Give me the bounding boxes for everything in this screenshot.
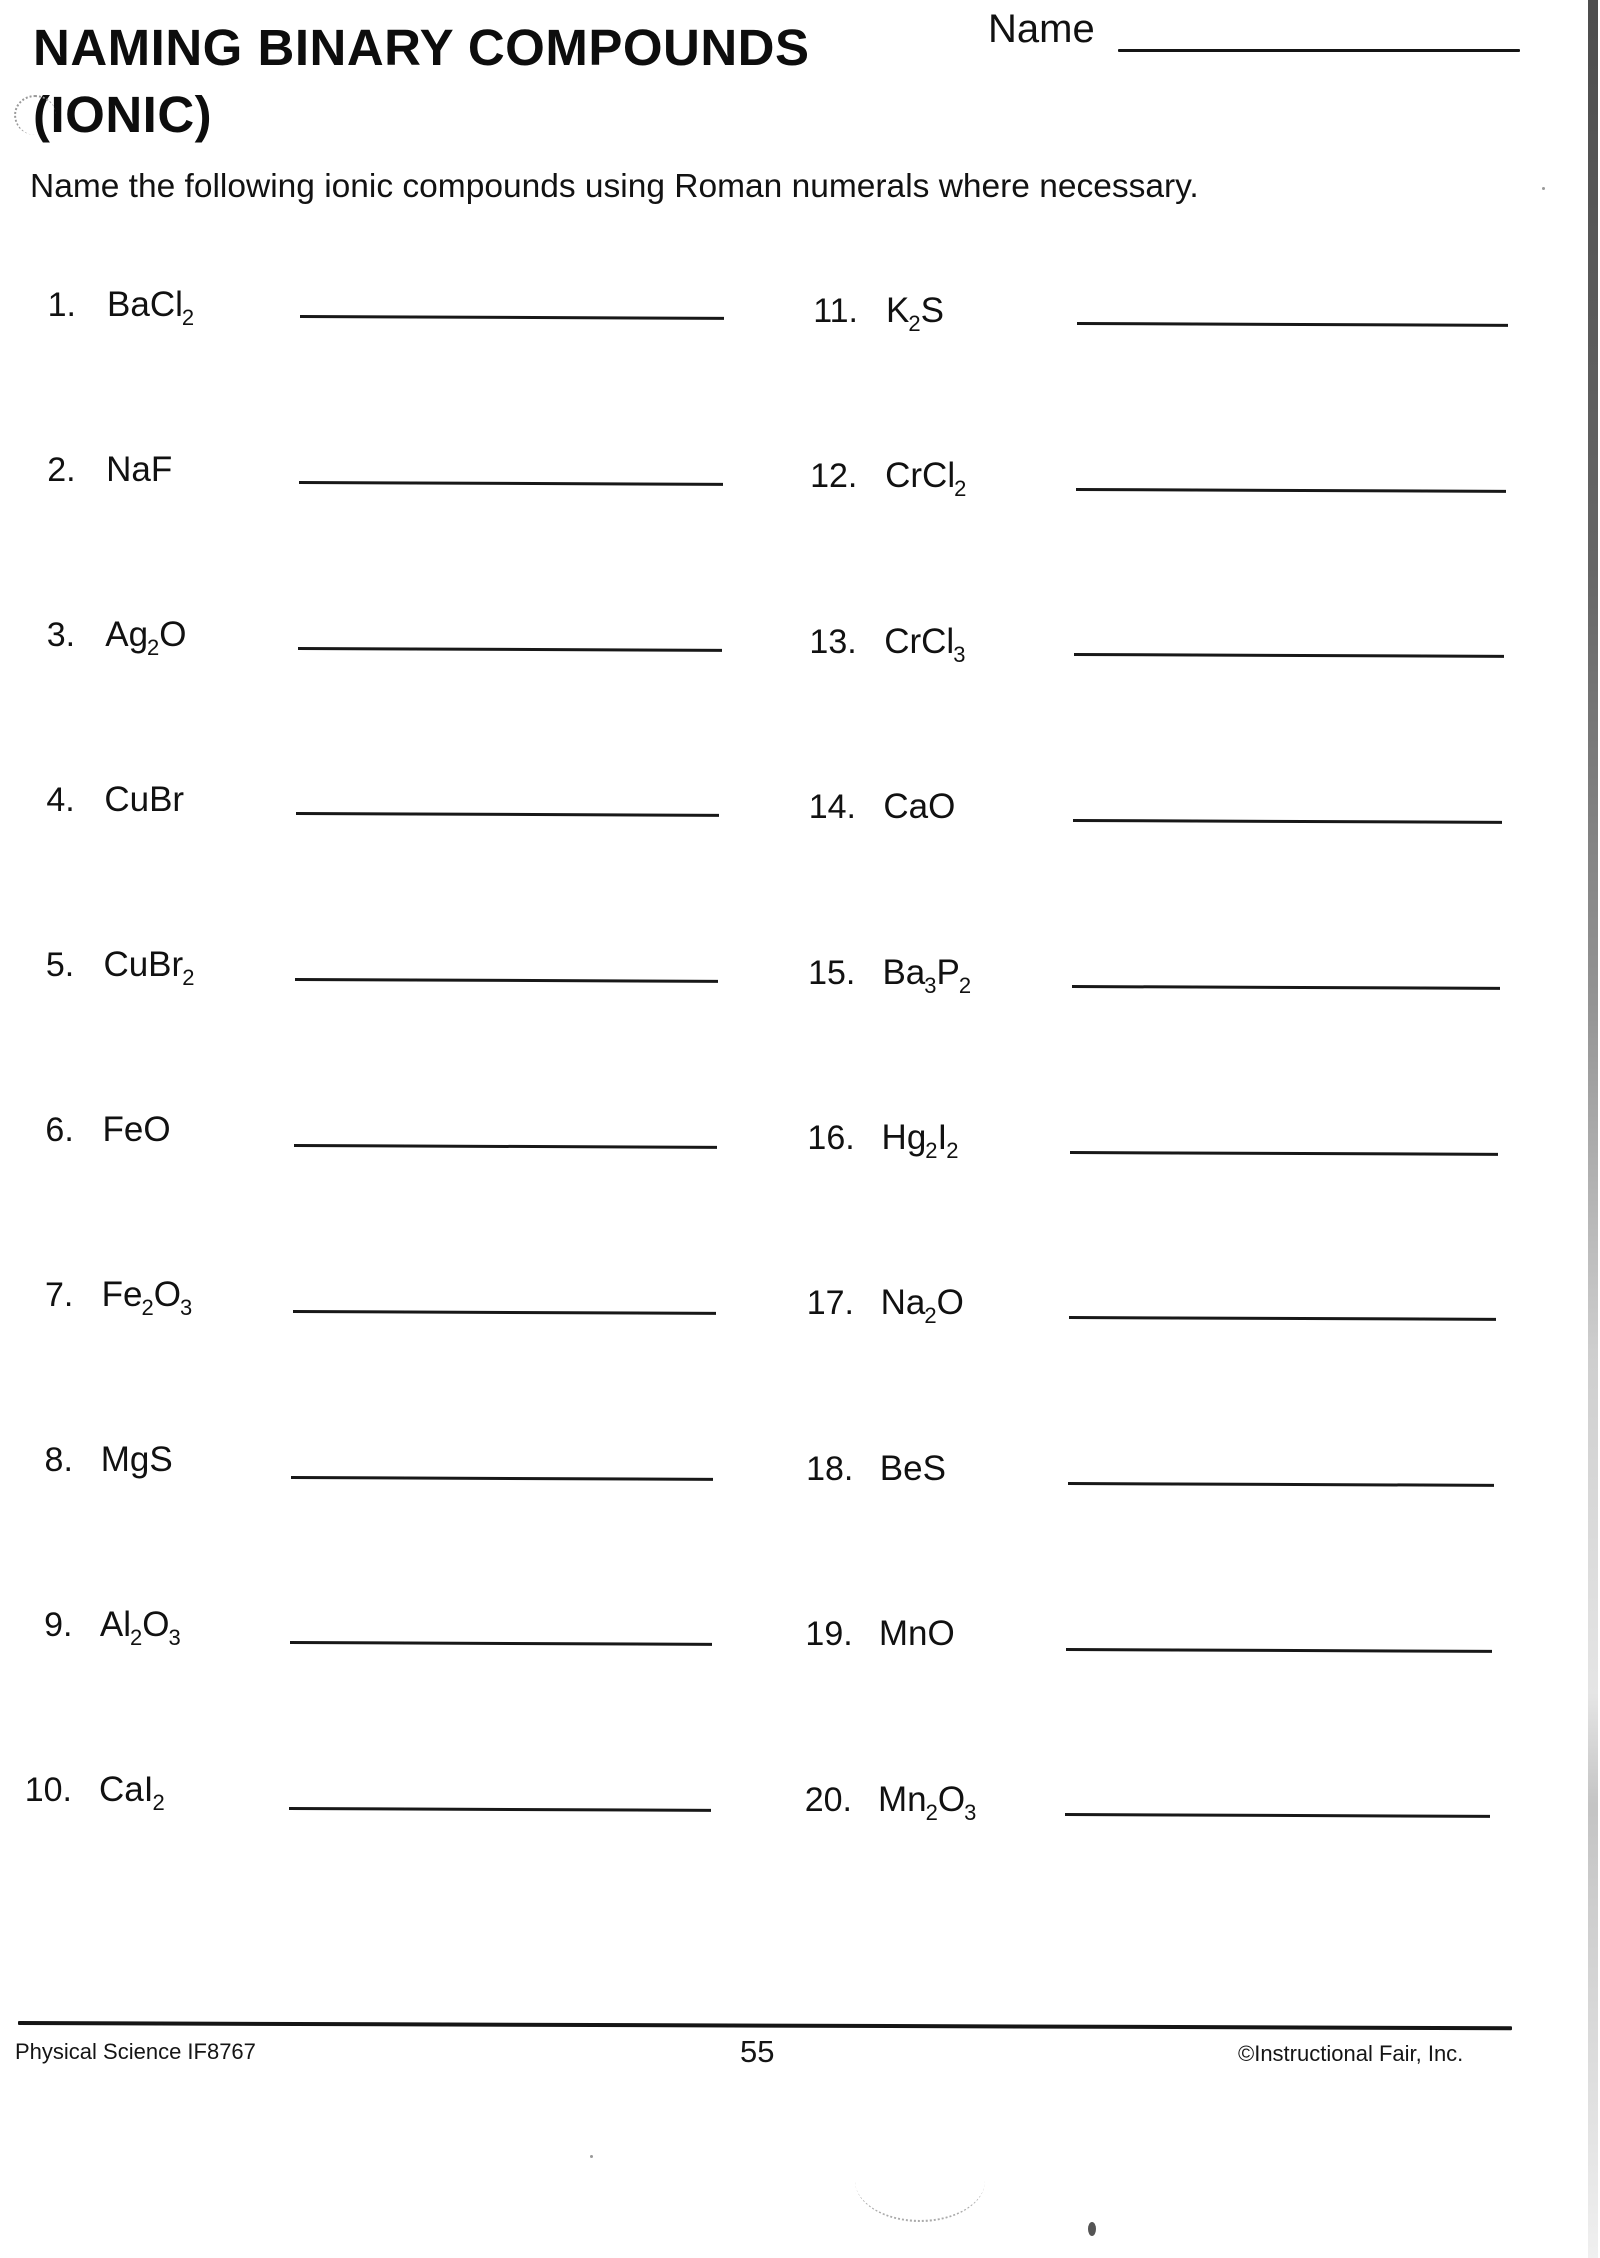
chemical-formula	[99, 1605, 181, 1650]
problem-number: 9.	[44, 1606, 73, 1644]
answer-blank[interactable]	[1077, 322, 1508, 327]
formula-element: Cl	[149, 285, 183, 324]
formula-subscript: 3	[168, 1625, 181, 1650]
chemical-formula	[878, 1614, 955, 1654]
formula-element: Mn	[878, 1779, 927, 1819]
problem-number: 17.	[806, 1284, 854, 1323]
scan-speck	[1542, 187, 1545, 190]
answer-blank[interactable]	[291, 1476, 713, 1481]
chemical-formula	[104, 782, 184, 817]
problem-number: 13.	[809, 622, 857, 661]
formula-subscript: 2	[130, 1625, 143, 1650]
footer-divider	[18, 2021, 1512, 2030]
chemical-formula	[103, 945, 195, 990]
worksheet-title-line2: (IONIC)	[33, 86, 213, 143]
footer-book-title: Physical Science IF8767	[15, 2039, 256, 2064]
answer-blank[interactable]	[300, 315, 724, 320]
answer-blank[interactable]	[289, 1807, 711, 1812]
formula-element: CuBr	[104, 780, 185, 819]
answer-blank[interactable]	[1070, 1151, 1498, 1156]
formula-subscript: 2	[147, 635, 160, 660]
formula-element: CrCl	[884, 621, 955, 661]
problem-number: 6.	[45, 1111, 74, 1149]
answer-blank[interactable]	[290, 1641, 712, 1646]
problem-number: 5.	[45, 946, 75, 984]
name-label: Name	[988, 7, 1095, 51]
chemical-formula	[884, 621, 966, 667]
problem-number: 15.	[808, 953, 856, 992]
formula-subscript: 2	[925, 1138, 938, 1163]
formula-element: K	[886, 291, 910, 330]
formula-subscript: 2	[924, 1303, 937, 1329]
chemical-formula	[882, 952, 972, 998]
chemical-formula	[106, 452, 172, 487]
answer-blank[interactable]	[1068, 1482, 1494, 1487]
formula-element: CaI	[99, 1770, 154, 1809]
chemical-formula	[99, 1770, 165, 1815]
answer-blank[interactable]	[1065, 1813, 1490, 1818]
footer-copyright: ©Instructional Fair, Inc.	[1238, 2041, 1464, 2066]
problem-number: 3.	[46, 616, 76, 654]
chemical-formula	[879, 1448, 946, 1488]
formula-element: MnO	[878, 1614, 955, 1654]
answer-blank[interactable]	[294, 1144, 717, 1149]
chemical-formula	[107, 285, 195, 330]
formula-element: Al	[99, 1605, 131, 1644]
formula-element: S	[920, 291, 944, 330]
formula-subscript: 3	[964, 1799, 977, 1825]
formula-element: FeO	[102, 1110, 171, 1149]
problem-number: 12.	[810, 457, 858, 496]
problem-number: 16.	[807, 1119, 855, 1157]
problem-number: 8.	[44, 1441, 73, 1479]
page-number: 55	[740, 2034, 775, 2069]
formula-element: BeS	[879, 1448, 946, 1488]
formula-element: Fe	[101, 1275, 143, 1314]
formula-subscript: 2	[954, 476, 967, 502]
answer-blank[interactable]	[293, 1310, 716, 1315]
chemical-formula	[103, 1112, 171, 1147]
formula-subscript: 2	[141, 1295, 154, 1320]
formula-element: Ba	[882, 952, 926, 992]
problem-number: 20.	[804, 1780, 852, 1819]
scan-smudge	[14, 95, 56, 135]
problem-number: 2.	[47, 451, 76, 489]
formula-subscript: 2	[925, 1799, 938, 1825]
instructions-text: Name the following ionic compounds using Roman numerals where necessary.	[30, 168, 1199, 205]
problem-number: 18.	[806, 1449, 854, 1488]
chemical-formula	[878, 1779, 977, 1825]
problem-number: 10.	[24, 1771, 72, 1809]
problem-number: 14.	[808, 788, 856, 827]
chemical-formula	[881, 1118, 959, 1163]
answer-blank[interactable]	[1074, 653, 1504, 658]
formula-subscript: 3	[180, 1295, 193, 1320]
formula-element: Hg	[881, 1118, 927, 1157]
formula-subscript: 2	[182, 965, 195, 990]
formula-element: Na	[880, 1283, 926, 1323]
formula-element: CuBr	[103, 945, 184, 984]
answer-blank[interactable]	[295, 978, 718, 983]
formula-subscript: 2	[908, 311, 921, 336]
problem-number: 19.	[805, 1615, 853, 1654]
chemical-formula	[885, 456, 967, 502]
formula-element: P	[936, 952, 960, 992]
formula-element: O	[937, 1779, 966, 1819]
formula-element: O	[142, 1605, 170, 1644]
chemical-formula	[883, 787, 956, 827]
problem-number: 11.	[813, 292, 858, 330]
answer-blank[interactable]	[296, 812, 719, 817]
formula-subscript: 2	[181, 305, 195, 330]
scan-speck	[1088, 2222, 1096, 2236]
formula-subscript: 2	[152, 1790, 165, 1815]
formula-element: MgS	[100, 1440, 173, 1479]
formula-element: O	[153, 1275, 181, 1314]
answer-blank[interactable]	[1069, 1316, 1496, 1321]
formula-element: Ag	[105, 615, 149, 654]
worksheet-title-line1: NAMING BINARY COMPOUNDS	[33, 19, 810, 76]
answer-blank[interactable]	[1076, 488, 1506, 493]
answer-blank[interactable]	[1072, 985, 1500, 990]
formula-element: NaF	[106, 450, 173, 489]
scan-smudge	[855, 2140, 985, 2222]
formula-subscript: 2	[958, 972, 972, 998]
problem-number: 1.	[47, 286, 76, 324]
answer-blank[interactable]	[1066, 1648, 1492, 1653]
chemical-formula	[105, 615, 187, 660]
formula-subscript: 3	[924, 972, 937, 998]
chemical-formula	[886, 291, 944, 336]
formula-subscript: 3	[953, 641, 966, 667]
scan-speck	[590, 2155, 593, 2158]
name-input-line[interactable]	[1118, 49, 1520, 52]
chemical-formula	[101, 1442, 173, 1477]
answer-blank[interactable]	[298, 647, 722, 652]
formula-element: I	[937, 1118, 948, 1157]
chemical-formula	[101, 1275, 193, 1320]
formula-element: CaO	[883, 787, 956, 827]
formula-element: CrCl	[885, 456, 956, 496]
chemical-formula	[880, 1283, 964, 1329]
formula-element: O	[936, 1283, 964, 1323]
answer-blank[interactable]	[1073, 819, 1502, 824]
formula-subscript: 2	[946, 1138, 959, 1163]
formula-element: O	[159, 615, 187, 654]
problem-number: 7.	[44, 1276, 74, 1314]
scan-edge-stripe	[1588, 0, 1598, 2258]
problem-number: 4.	[46, 781, 75, 819]
formula-element: Ba	[107, 285, 150, 324]
answer-blank[interactable]	[299, 481, 723, 486]
